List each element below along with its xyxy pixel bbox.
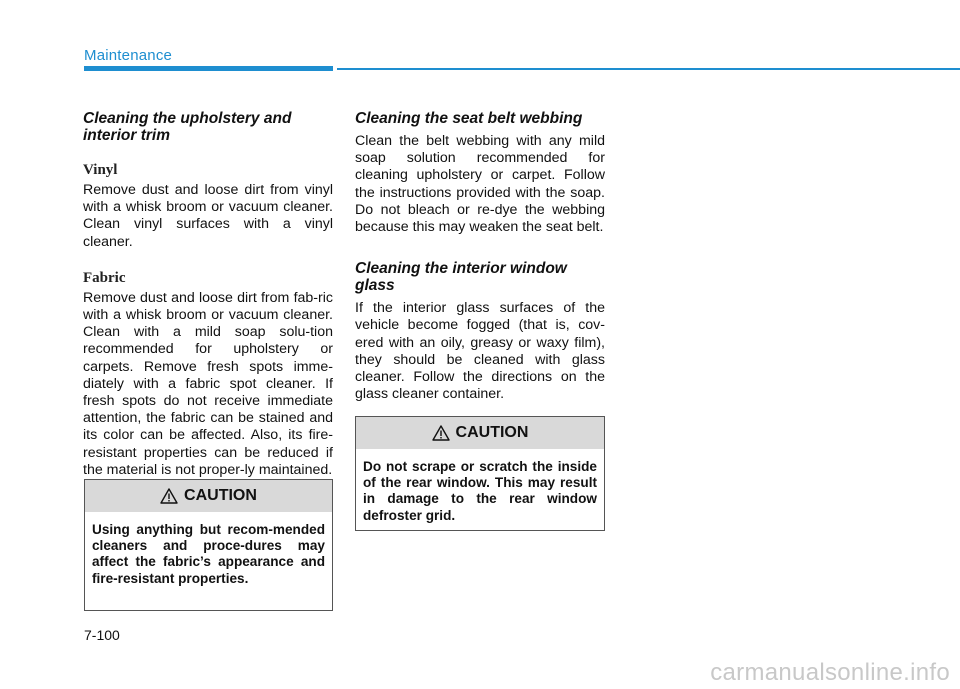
section-title: Maintenance [84,47,173,64]
upholstery-heading: Cleaning the upholstery and interior trim [83,110,292,144]
seat-belt-heading: Cleaning the seat belt webbing [355,110,583,127]
caution-header [85,480,332,512]
warning-triangle-icon [160,488,178,504]
warning-triangle-icon [432,425,450,441]
vinyl-subheading: Vinyl [83,162,118,178]
caution-header [356,417,604,449]
caution-label: CAUTION [455,424,529,441]
watermark: carmanualsonline.info [710,659,950,686]
vinyl-text: Remove dust and loose dirt from vinyl with a whisk broom or vacuum cleaner. Clean vinyl surfaces with a vinyl cleaner. [83,182,333,250]
glass-text: If the interior glass surfaces of the vehicle become fogged (that is, cov-ered with an oily, greasy or waxy film), they should be cleaned with glass cleaner. Follow the directions on the glass cleaner container. [355,300,605,403]
right-column [355,110,605,403]
rear-window-caution-box [355,416,605,531]
header-rule-thin [337,68,960,70]
caution-text: Using anything but recom-mended cleaners and proce-dures may affect the fabric’s appearance and fire-resistant properties. [92,522,325,586]
fabric-subheading: Fabric [83,269,126,286]
left-column [83,110,333,479]
page-number: 7-100 [84,627,120,643]
caution-label: CAUTION [184,487,257,504]
glass-heading: Cleaning the interior window glass [355,260,567,295]
seat-belt-text: Clean the belt webbing with any mild soap solution recommended for cleaning upholstery or carpet. Follow the instructions provided with the soap. Do not bleach or re-dye the webbing because this may weaken the seat belt. [355,133,605,236]
caution-text: Do not scrape or scratch the inside of the rear window. This may result in damage to the rear window defroster grid. [363,459,597,523]
fabric-caution-box [84,479,333,611]
fabric-text: Remove dust and loose dirt from fab-ric with a whisk broom or vacuum cleaner. Clean with a mild soap solu-tion recommended for upholstery or carpets. Remove fresh spots imme-diately with a fabric spot cleaner. If fresh spots do not receive immediate attention, the fabric can be stained and its color can be affected. Also, its fire-resistant properties can be reduced if the material is not proper-ly maintained. [83,289,333,478]
header-rule-thick [84,66,333,71]
